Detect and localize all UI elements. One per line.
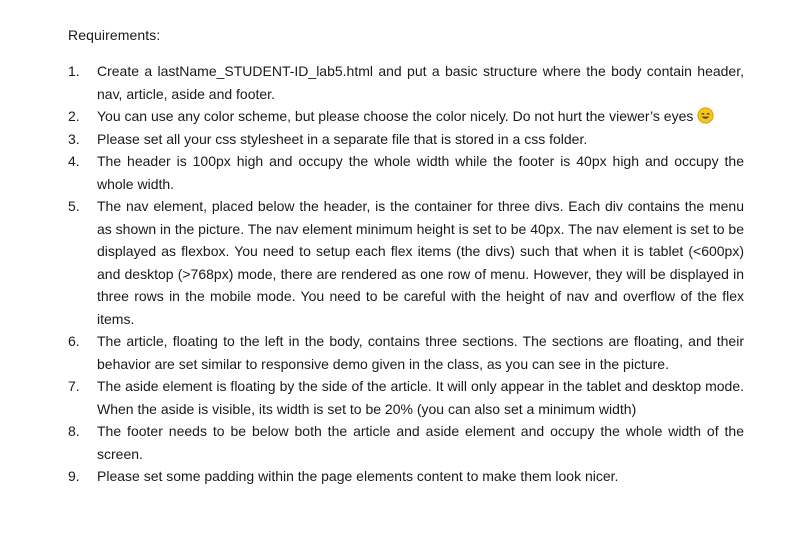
list-item [68,60,744,105]
smiling-face-icon [697,107,714,124]
list-item [68,465,744,488]
list-text: Please set all your css stylesheet in a separate file that is stored in a css folder. [97,130,588,147]
list-item [68,150,744,195]
list-number: 2. [68,108,80,124]
list-number: 9. [68,468,80,484]
list-item [68,375,744,420]
requirements-heading: Requirements: [68,27,161,43]
list-text: The footer needs to be below both the article and aside element and occupy the whole width of the screen. [97,423,744,462]
list-item [68,195,744,330]
list-number: 6. [68,333,80,349]
list-item [68,420,744,465]
list-text: The article, floating to the left in the body, contains three sections. The sections are floating, and their behavior are set similar to responsive demo given in the class, as you can see in the picture. [97,333,744,372]
list-number: 7. [68,378,80,394]
list-item [68,105,744,128]
list-item [68,330,744,375]
list-text: The nav element, placed below the header, is the container for three divs. Each div contains the menu as shown in the picture. The nav element minimum height is set to be 40px. The nav element is set to be displayed as flexbox. You need to setup each flex items (the divs) such that when it is tablet (<600px) and desktop (>768px) mode, there are rendered as one row of menu. However, they will be displayed in three rows in the mobile mode. You need to be careful with the height of nav and overflow of the flex items. [97,198,744,327]
list-number: 4. [68,153,80,169]
requirements-list [68,60,744,488]
list-text: Please set some padding within the page elements content to make them look nicer. [97,468,619,484]
list-number: 5. [68,198,80,214]
list-text: Create a lastName_STUDENT-ID_lab5.html and put a basic structure where the body contain header, nav, article, aside and footer. [97,63,744,102]
list-number: 3. [68,130,80,147]
list-text: The header is 100px high and occupy the whole width while the footer is 40px high and occupy the whole width. [97,153,744,192]
list-text: The aside element is floating by the side of the article. It will only appear in the tablet and desktop mode. When the aside is visible, its width is set to be 20% (you can also set a minimum width) [97,378,744,417]
list-text: You can use any color scheme, but please choose the color nicely. Do not hurt the viewer’s eyes [97,108,694,124]
list-number: 1. [68,63,80,79]
list-number: 8. [68,423,80,439]
list-item [68,128,744,151]
